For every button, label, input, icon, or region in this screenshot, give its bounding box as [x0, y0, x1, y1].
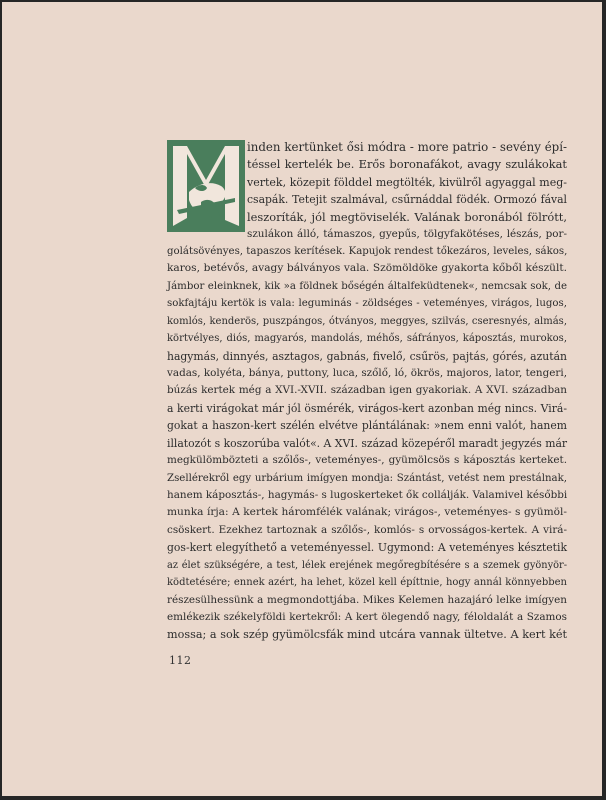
- text-line-5: leszoríták, jól megtöviselék. Valának boronából fölrótt,: [247, 210, 567, 224]
- text-line-4: csapák. Tetejit szalmával, csűrnáddal födék. Ormozó fával: [247, 193, 567, 206]
- decorative-initial-m: [167, 140, 245, 232]
- text-line-1: inden kertünket ősi módra - more patrio - sevény épí-: [247, 140, 567, 154]
- text-line-25: az élet szükségére, a test, lélek erejének megőregbítésére s a szemek gyönyör-: [167, 560, 567, 571]
- page-number: 112: [169, 654, 192, 667]
- text-line-28: emlékezik székelyföldi kertekről: A kert ölegendő nagy, féloldalát a Szamos: [167, 611, 567, 623]
- text-line-7: golátsövényes, tapaszos kerítések. Kapujok rendest tőkezáros, leveles, sákos,: [167, 246, 568, 257]
- text-line-13: hagymás, dinnyés, asztagos, gabnás, fivelő, csűrös, pajtás, górés, azután: [167, 350, 567, 363]
- text-line-2: téssel kertelék be. Erős boronafákot, avagy szulákokat: [247, 157, 567, 171]
- text-line-3: vertek, közepit földdel megtölték, kivülről agyaggal meg-: [247, 176, 567, 189]
- text-line-27: részesülhessünk a megmondottjába. Mikes Kelemen hazajáró lelke imígyen: [167, 594, 567, 606]
- initial-m-illustration-icon: [167, 140, 245, 232]
- text-line-19: megkülömbözteti a szőlős-, veteményes-, gyümölcsös s káposztás kerteket.: [167, 454, 567, 466]
- text-line-15: búzás kertek még a XVI.-XVII. században igen gyakoriak. A XVI. században: [167, 384, 567, 396]
- text-line-22: munka írja: A kertek háromfélék valának; virágos-, veteményes- s gyümöl-: [167, 506, 567, 518]
- text-line-8: karos, betévős, avagy bálványos vala. Szömöldöke gyakorta kőből készült.: [167, 262, 567, 274]
- text-line-18: illatozót s koszorúba valót«. A XVI. század közepéről maradt jegyzés már: [167, 437, 568, 450]
- text-line-16: a kerti virágokat már jól ösmérék, virágos-kert azonban még nincs. Virá-: [167, 402, 567, 415]
- text-line-24: gos-kert elegyíthető a veteményessel. Ugymond: A veteményes késztetik: [167, 541, 567, 554]
- text-line-12: körtvélyes, diós, magyarós, mandolás, méhős, sáfrányos, káposztás, murokos,: [167, 333, 567, 344]
- text-line-29: mossa; a sok szép gyümölcsfák mind utcára vannak ültetve. A kert két: [167, 628, 567, 641]
- text-line-6: szulákon álló, támaszos, gyepűs, tölgyfakötéses, lészás, por-: [247, 228, 567, 240]
- text-line-10: sokfajtáju kertök is vala: leguminás - zöldséges - veteményes, virágos, lugos,: [167, 298, 567, 309]
- text-line-11: komlós, kenderös, puszpángos, ótványos, meggyes, szilvás, cseresnyés, almás,: [167, 316, 567, 327]
- text-line-23: csöskert. Ezekhez tartoznak a szőlős-, komlós- s orvosságos-kertek. A virá-: [167, 524, 567, 536]
- text-line-9: Jámbor eleinknek, kik »a földnek bőségén általfeküdtenek«, nemcsak sok, de: [167, 281, 567, 292]
- text-line-20: Zsellérekről egy urbárium imígyen mondja: Szántást, vetést nem prestálnak,: [167, 473, 567, 484]
- text-line-14: vadas, kolyéta, bánya, puttony, luca, szőlő, ló, ökrös, majoros, lator, tengeri,: [167, 367, 567, 379]
- text-line-17: gokat a haszon-kert szélén elvétve plántálának: »nem enni valót, hanem: [167, 419, 567, 432]
- book-page: [2, 2, 602, 796]
- text-line-26: ködtetésére; ennek azért, ha lehet, közel kell építtnie, hogy annál könnyebben: [167, 577, 567, 588]
- text-line-21: hanem káposztás-, hagymás- s lugoskerteket ők collálják. Valamivel későbbi: [167, 489, 568, 501]
